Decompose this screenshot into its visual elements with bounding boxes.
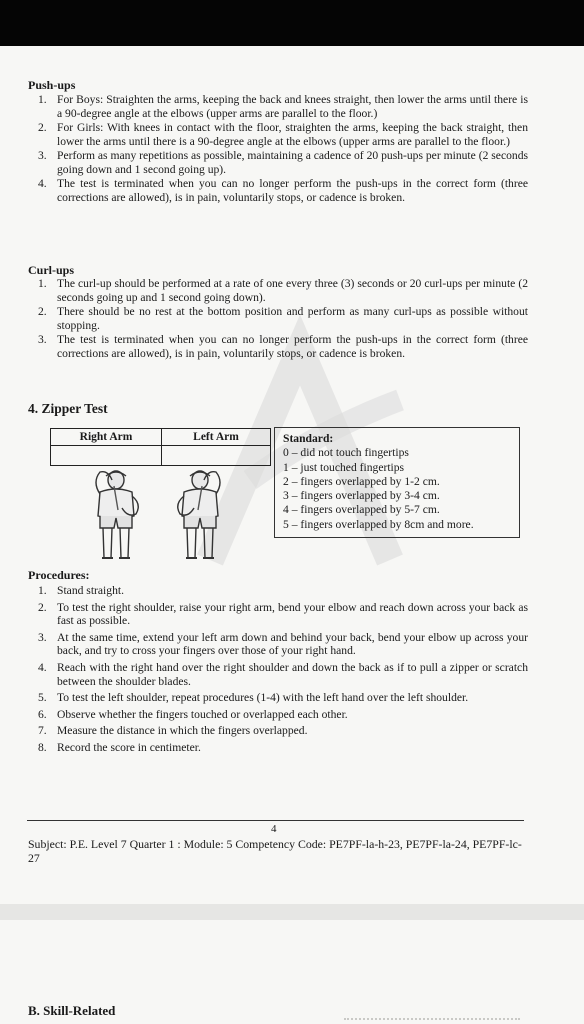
list-item: 4. Reach with the right hand over the right shoulder and down the back as if to pull a zipper or scratch between the shoulder blades. [38, 660, 528, 688]
list-item: 6. Observe whether the fingers touched or overlapped each other. [38, 707, 348, 721]
page-number: 4 [271, 823, 277, 835]
footer-divider [27, 820, 524, 821]
next-section-heading: B. Skill-Related [28, 1003, 116, 1018]
page-gap [0, 904, 584, 920]
standard-line: 5 – fingers overlapped by 8cm and more. [283, 517, 474, 531]
zipper-test-figure-left [170, 466, 230, 564]
list-item: 2. There should be no rest at the bottom position and perform as many curl-ups as possible without stopping. [38, 305, 528, 332]
list-item: 8. Record the score in centimeter. [38, 740, 201, 754]
list-item: 4. The test is terminated when you can no longer perform the push-ups in the correct form (three corrections are allowed), is in pain, voluntarily stops, or cadence is broken. [38, 177, 528, 204]
standard-line: 3 – fingers overlapped by 3-4 cm. [283, 489, 440, 503]
procedures-list [28, 584, 528, 755]
standard-line: 4 – fingers overlapped by 5-7 cm. [283, 503, 440, 517]
zipper-test-title: 4. Zipper Test [28, 401, 108, 416]
cut-off-content [344, 1018, 520, 1020]
left-arm-header: Left Arm [162, 429, 271, 446]
list-item: 1. The curl-up should be performed at a rate of one every three (3) seconds or 20 curl-ups per minute (2 seconds going up and 1 second going down). [38, 277, 528, 304]
zipper-test-figure-right [86, 466, 146, 564]
standard-line: 1 – just touched fingertips [283, 460, 405, 474]
curlups-list [28, 277, 528, 361]
list-item: 5. To test the left shoulder, repeat procedures (1-4) with the left hand over the left shoulder. [38, 691, 469, 705]
score-table [50, 428, 271, 466]
pushups-list [28, 93, 528, 205]
right-arm-score-cell [51, 446, 162, 466]
list-item: 1. Stand straight. [38, 584, 124, 597]
list-item: 2. To test the right shoulder, raise your right arm, bend your elbow and reach down across your back as fast as possible. [38, 600, 528, 628]
procedures-heading: Procedures: [28, 568, 90, 582]
standard-line: 0 – did not touch fingertips [283, 446, 409, 460]
list-item: 2. For Girls: With knees in contact with the floor, straighten the arms, keeping the back straight, then lower the arms until there is a 90-degree angle at the elbows (upper arms are parallel to the floor.) [38, 121, 528, 148]
list-item: 3. Perform as many repetitions as possible, maintaining a cadence of 20 push-ups per minute (2 seconds going down and 1 second going up). [38, 149, 528, 176]
pushups-heading: Push-ups [28, 78, 76, 92]
left-arm-score-cell [162, 446, 271, 466]
standard-title: Standard: [283, 432, 334, 445]
standard-line: 2 – fingers overlapped by 1-2 cm. [283, 474, 440, 488]
list-item: 7. Measure the distance in which the fingers overlapped. [38, 724, 308, 738]
top-black-bar [0, 0, 584, 46]
list-item: 3. At the same time, extend your left arm down and behind your back, bend your elbow up across your back, and try to cross your fingers over those of your right hand. [38, 630, 528, 658]
curlups-heading: Curl-ups [28, 263, 75, 277]
list-item: 3. The test is terminated when you can no longer perform the push-ups in the correct form (three corrections are allowed), is in pain, voluntarily stops, or cadence is broken. [38, 333, 528, 360]
list-item: 1. For Boys: Straighten the arms, keeping the back and knees straight, then lower the arms until there is a 90-degree angle at the elbows (upper arms are parallel to the floor.) [38, 93, 528, 120]
standard-box [274, 427, 520, 538]
footer-subject: Subject: P.E. Level 7 Quarter 1 : Module: 5 Competency Code: PE7PF-la-h-23, PE7PF-la-24, PE7PF-lc-27 [28, 837, 522, 865]
right-arm-header: Right Arm [51, 429, 162, 446]
